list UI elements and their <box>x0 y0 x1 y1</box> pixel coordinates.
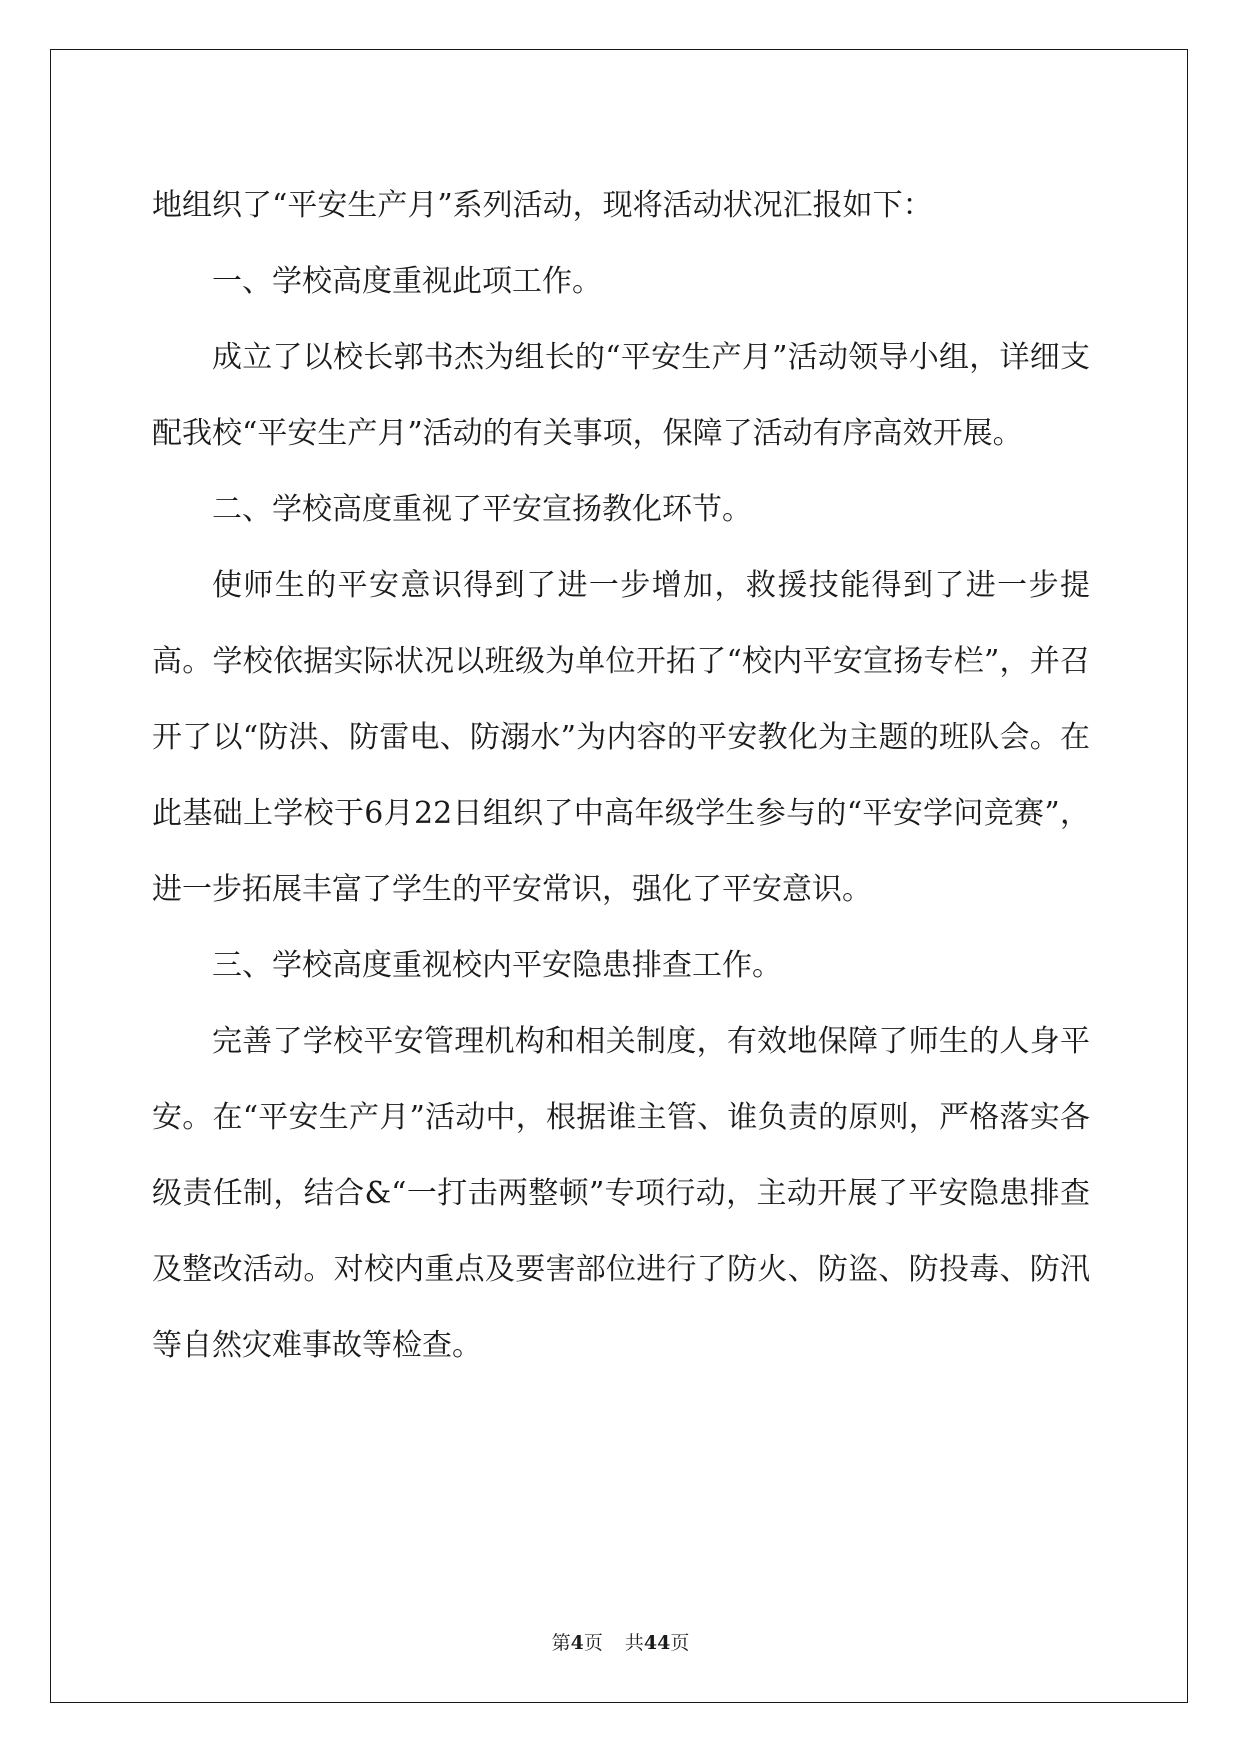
page-suffix: 页 <box>583 1632 603 1654</box>
section-heading-1: 一、学校高度重视此项工作。 <box>212 264 602 299</box>
paragraph-2: 使师生的平安意识得到了进一步增加，救援技能得到了进一步提高。学校依据实际状况以班级为单位开拓了“校内平安宣扬专栏”，并召开了以“防洪、防雷电、防溺水”为内容的平安教化为主题的班队会。在此基础上学校于6月22日组织了中高年级学生参与的“平安学问竞赛”，进一步拓展丰富了学生的平安常识，强化了平安意识。 <box>152 568 1090 907</box>
total-pages: 44 <box>643 1632 671 1654</box>
paragraph-continuation: 地组织了“平安生产月”系列活动，现将活动状况汇报如下： <box>152 188 933 223</box>
paragraph-1: 成立了以校长郭书杰为组长的“平安生产月”活动领导小组，详细支配我校“平安生产月”活动的有关事项，保障了活动有序高效开展。 <box>152 340 1090 451</box>
section-heading-3: 三、学校高度重视校内平安隐患排查工作。 <box>212 948 782 983</box>
total-suffix: 页 <box>670 1632 690 1654</box>
document-body <box>152 168 1090 1384</box>
paragraph-3: 完善了学校平安管理机构和相关制度，有效地保障了师生的人身平安。在“平安生产月”活动中，根据谁主管、谁负责的原则，严格落实各级责任制，结合&“一打击两整顿”专项行动，主动开展了平安隐患排查及整改活动。对校内重点及要害部位进行了防火、防盗、防投毒、防汛等自然灾难事故等检查。 <box>152 1024 1090 1363</box>
total-prefix: 共 <box>624 1632 644 1654</box>
page-number: 4 <box>570 1632 584 1654</box>
section-heading-2: 二、学校高度重视了平安宣扬教化环节。 <box>212 492 752 527</box>
page-footer <box>0 1628 1241 1655</box>
page-prefix: 第 <box>551 1632 571 1654</box>
